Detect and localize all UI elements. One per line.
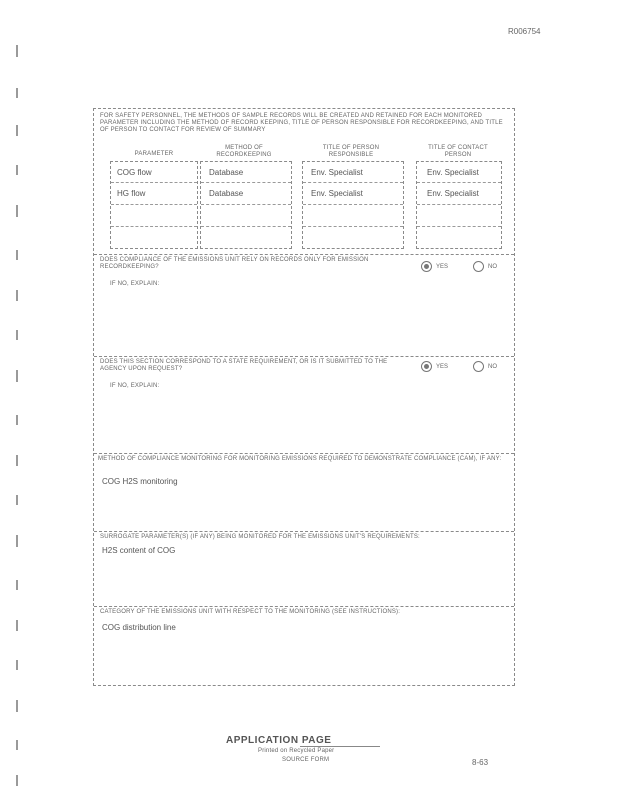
section1-no-radio[interactable] <box>473 261 484 272</box>
section1-if-no: IF NO, EXPLAIN: <box>110 281 160 287</box>
section1-question: DOES COMPLIANCE OF THE EMISSIONS UNIT RELY ON RECORDS ONLY FOR EMISSION RECORDKEEPING? <box>100 257 369 270</box>
column-responsible <box>302 161 404 249</box>
cell-parameter-1: COG flow <box>117 168 152 177</box>
cell-responsible-1: Env. Specialist <box>311 168 363 177</box>
cell-method-1: Database <box>209 168 244 177</box>
document-id: R006754 <box>508 27 541 36</box>
footer-title: APPLICATION PAGE <box>226 735 332 746</box>
section1-no-label: NO <box>488 264 497 270</box>
section4-answer: H2S content of COG <box>102 546 176 555</box>
section5-label: CATEGORY OF THE EMISSIONS UNIT WITH RESPECT TO THE MONITORING (SEE INSTRUCTIONS): <box>100 609 401 615</box>
column-parameter <box>110 161 198 249</box>
cell-contact-2: Env. Specialist <box>427 189 479 198</box>
section5-answer: COG distribution line <box>102 623 176 632</box>
section2-question: DOES THIS SECTION CORRESPOND TO A STATE REQUIREMENT, OR IS IT SUBMITTED TO THE AGENCY UPON REQUEST? <box>100 359 388 372</box>
intro-text: FOR SAFETY PERSONNEL, THE METHODS OF SAMPLE RECORDS WILL BE CREATED AND RETAINED FOR EACH MONITORED PARAMETER INCLUDING THE METHOD OF RECORD KEEPING, TITLE OF PERSON RESPONSIBLE FOR RECORDKEEPING, AND TITLE OF PERSON TO CONTACT FOR REVIEW OF SUMMARY <box>100 113 503 133</box>
header-responsible: TITLE OF PERSON RESPONSIBLE <box>322 145 380 158</box>
header-method: METHOD OF RECORDKEEPING <box>216 145 272 158</box>
section2-yes-label: YES <box>436 364 449 370</box>
header-parameter: PARAMETER <box>134 151 174 157</box>
cell-contact-1: Env. Specialist <box>427 168 479 177</box>
column-contact <box>416 161 502 249</box>
section1-yes-radio[interactable] <box>421 261 432 272</box>
cell-method-2: Database <box>209 189 244 198</box>
section4-label: SURROGATE PARAMETER(S) (IF ANY) BEING MONITORED FOR THE EMISSIONS UNIT'S REQUIREMENTS: <box>100 534 420 540</box>
header-contact: TITLE OF CONTACT PERSON <box>428 145 488 158</box>
footer-rule <box>300 746 380 747</box>
section3-answer: COG H2S monitoring <box>102 477 178 486</box>
section2-yes-radio[interactable] <box>421 361 432 372</box>
section2-if-no: IF NO, EXPLAIN: <box>110 383 160 389</box>
cell-parameter-2: HG flow <box>117 189 146 198</box>
page-number: 8-63 <box>472 758 489 767</box>
section1-yes-label: YES <box>436 264 449 270</box>
section2-no-radio[interactable] <box>473 361 484 372</box>
footer-subtitle: Printed on Recycled Paper <box>258 748 335 754</box>
column-method <box>200 161 292 249</box>
section2-no-label: NO <box>488 364 497 370</box>
section3-label: METHOD OF COMPLIANCE MONITORING FOR MONITORING EMISSIONS REQUIRED TO DEMONSTRATE COMPLIANCE (CAM), IF ANY: <box>98 456 502 462</box>
cell-responsible-2: Env. Specialist <box>311 189 363 198</box>
monitoring-form <box>93 108 515 686</box>
footer-form-number: SOURCE FORM <box>282 757 330 763</box>
